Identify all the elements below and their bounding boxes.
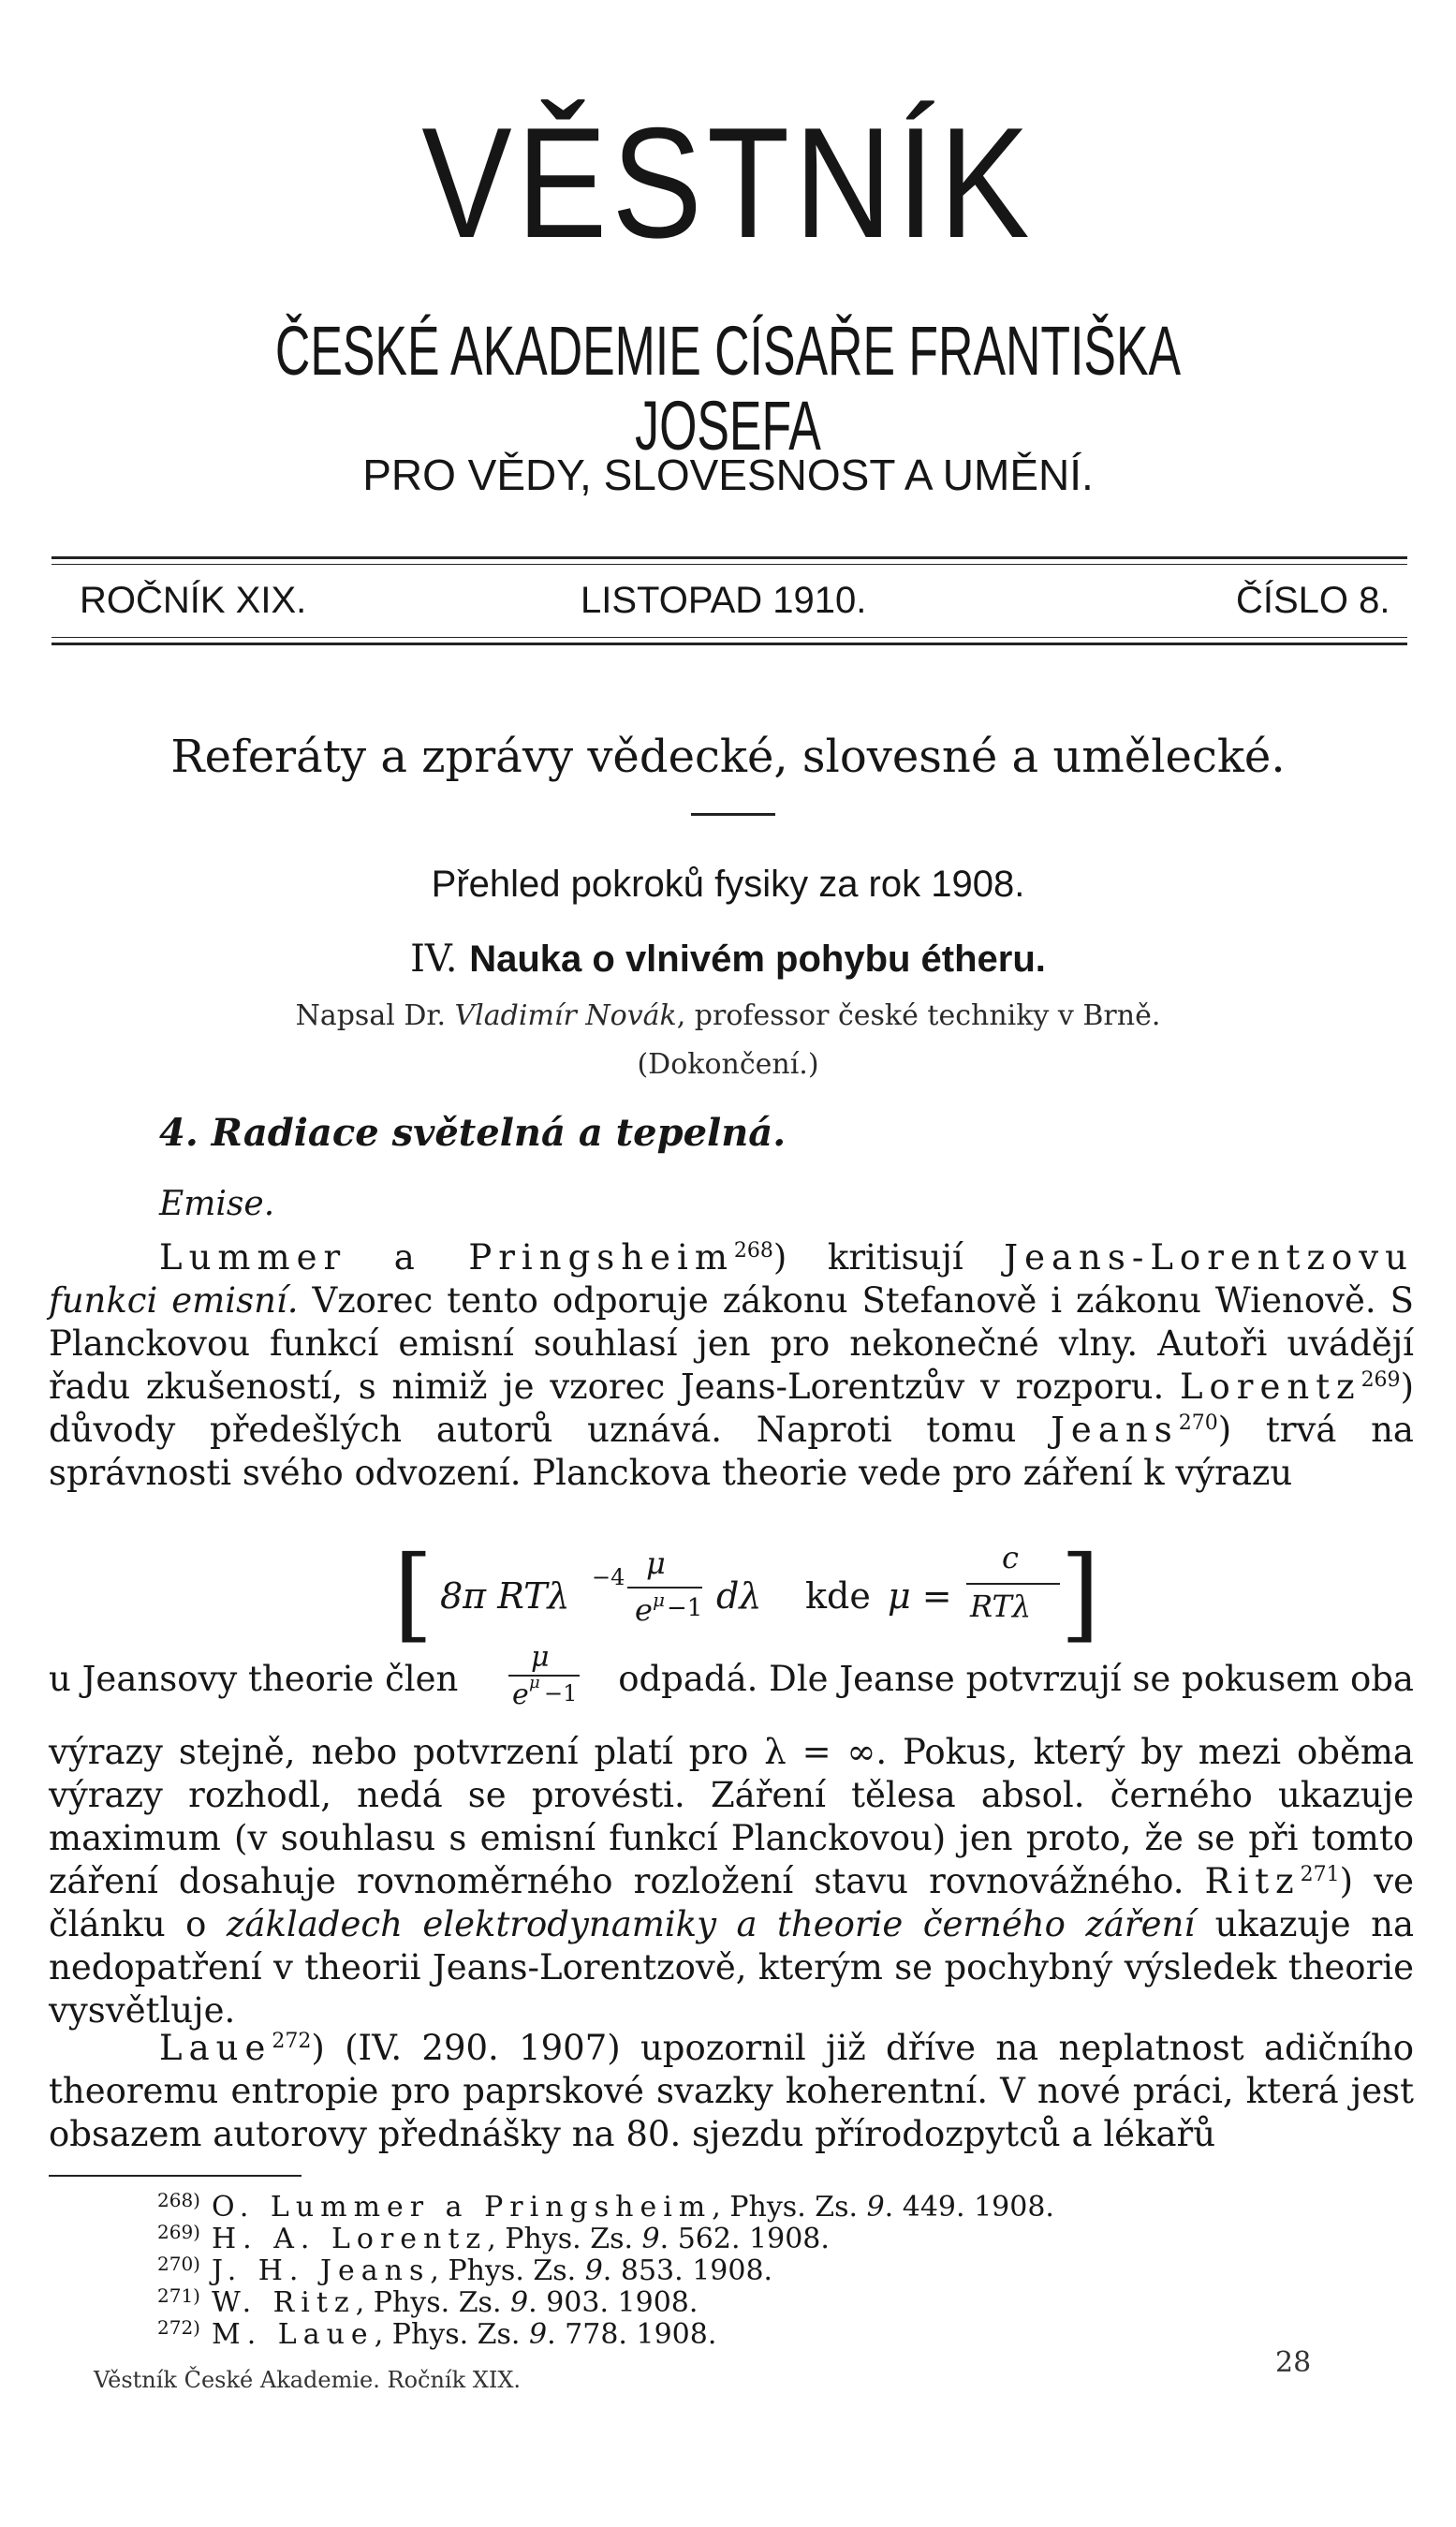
footnote-number: 268) <box>157 2189 200 2211</box>
rule-top <box>51 556 1407 559</box>
footnote-journal: , Phys. Zs. <box>487 2223 642 2255</box>
formula-exp: −4 <box>592 1564 625 1590</box>
text: ) (IV. 290. 1907) upozornil již dříve na neplatnost adičního theoremu entropie pro paprskové svazky koherentní. V nové práci, která jest obsazem autorovy přednášky na 80. sjezdu přírodozpytců a lékařů <box>49 2028 1414 2154</box>
text: ukazuje na nedopatření v theorii Jeans-Lorentzově, kterým se pochybný výsledek theorie vysvětluje. <box>49 1904 1415 2031</box>
footnote-journal: , Phys. Zs. <box>430 2254 585 2287</box>
page-number: 28 <box>1275 2346 1312 2379</box>
emise-heading: Emise. <box>159 1185 275 1223</box>
footnote-ref: 268 <box>733 1239 773 1263</box>
author-name: Lummer a Pringsheim <box>159 1237 734 1278</box>
section-heading: Referáty a zprávy vědecké, slovesné a umělecké. <box>170 731 1286 783</box>
footnote-rest: . 903. 1908. <box>528 2286 699 2319</box>
paragraph-2 <box>49 1731 1414 2032</box>
continuation-note: (Dokončení.) <box>637 1048 819 1081</box>
footnote-number: 270) <box>157 2253 200 2275</box>
fraction-line <box>508 1675 580 1677</box>
date-label: LISTOPAD 1910. <box>581 580 867 621</box>
footnote-journal: , Phys. Zs. <box>712 2191 867 2224</box>
footnote-author: O. Lummer a Pringsheim <box>212 2191 713 2224</box>
inline-frac-den-exp: μ <box>529 1673 540 1692</box>
footnote-journal: , Phys. Zs. <box>355 2286 511 2319</box>
inline-frac-den-tail: −1 <box>544 1680 578 1707</box>
journal-subtitle-2: PRO VĚDY, SLOVESNOST A UMĚNÍ. <box>362 451 1094 499</box>
footnote-ref: 272 <box>272 2030 312 2053</box>
formula-dl: dλ <box>716 1575 762 1617</box>
text: výrazy stejně, nebo potvrzení platí pro λ = ∞. Pokus, který by mezi oběma výrazy rozhodl, nedá se provésti. Záření tělesa absol. černého ukazuje maximum (v souhlasu s emisní funkcí Planckovou) jen proto, že se při tomto záření dosahuje rovnoměrného rozložení stavu rovnovážného. <box>49 1732 1414 1901</box>
inline-frac-num: μ <box>531 1641 550 1674</box>
text: Vzorec tento odporuje zákonu Stefanově i zákonu Wienově. S Planckovou funkcí emisní souhlasí jen pro nekonečné vlny. Autoři uvádějí řadu zkušeností, s nimiž je vzorec Jeans-Lorentzův v rozporu. <box>49 1280 1414 1407</box>
author-name: Laue <box>159 2028 272 2068</box>
paragraph-3 <box>49 2027 1414 2156</box>
fraction-line <box>966 1583 1060 1585</box>
footnote-author: H. A. Lorentz <box>212 2223 488 2255</box>
formula-den-exp: μ <box>653 1589 665 1611</box>
text: odpadá. Dle Jeanse potvrzují se pokusem oba <box>618 1659 1414 1699</box>
byline-suffix: , professor české techniky v Brně. <box>676 999 1161 1032</box>
footnote-volume: 9 <box>641 2223 660 2255</box>
part-number: IV. <box>410 938 458 981</box>
footnote-author: J. H. Jeans <box>212 2254 431 2287</box>
formula-den: e <box>635 1592 653 1628</box>
journal-title: VĚSTNÍK <box>421 95 1035 271</box>
text: u Jeansovy theorie člen <box>49 1659 459 1699</box>
journal-subtitle: ČESKÉ AKADEMIE CÍSAŘE FRANTIŠKA JOSEFA <box>274 312 1182 465</box>
italic-text: funkci emisní. <box>49 1280 299 1321</box>
footnote-volume: 9 <box>510 2286 529 2319</box>
footnote-rest: . 449. 1908. <box>884 2191 1054 2224</box>
footnote-rest: . 562. 1908. <box>659 2223 830 2255</box>
author-name: Lorentz <box>1179 1367 1361 1407</box>
author-name: Jeans <box>1051 1410 1179 1450</box>
formula-kde: kde <box>805 1575 871 1617</box>
part-title: Nauka o vlnivém pohybu étheru. <box>469 938 1046 980</box>
bracket-right: ] <box>1060 1533 1100 1653</box>
formula <box>393 1533 1105 1658</box>
text: ) trvá na správnosti svého odvození. Planckova theorie vede pro záření k výrazu <box>49 1410 1414 1493</box>
bracket-left: [ <box>393 1533 434 1653</box>
text: ) ve článku o <box>49 1861 1414 1944</box>
footnote-ref: 270 <box>1178 1411 1218 1435</box>
rule-top-thin <box>51 564 1407 565</box>
footnote-ref: 269 <box>1360 1368 1401 1392</box>
text: ) kritisují <box>772 1237 1005 1278</box>
fraction-line <box>627 1587 702 1589</box>
footnote <box>157 2312 716 2351</box>
author-name: Ritz <box>1204 1861 1301 1901</box>
footnote-rest: . 778. 1908. <box>547 2318 717 2351</box>
footnote-number: 269) <box>157 2221 200 2243</box>
formula-den-tail: −1 <box>667 1594 703 1622</box>
byline-prefix: Napsal Dr. <box>295 999 455 1032</box>
volume-label: ROČNÍK XIX. <box>80 580 307 621</box>
section-divider <box>691 813 775 816</box>
formula-rtl: RTλ <box>970 1589 1032 1624</box>
italic-text: základech elektrodynamiky a theorie černého záření <box>226 1904 1196 1944</box>
footnote-author: M. Laue <box>212 2318 375 2351</box>
subsection-heading: 4. Radiace světelná a tepelná. <box>159 1111 787 1155</box>
formula-c: c <box>1002 1540 1019 1575</box>
byline-author: Vladimír Novák <box>454 999 677 1032</box>
footnote-rest: . 853. 1908. <box>602 2254 773 2287</box>
formula-num: μ <box>646 1545 666 1581</box>
paragraph-2-line-1-end <box>592 1658 1414 1701</box>
footnote-journal: , Phys. Zs. <box>374 2318 529 2351</box>
footnote-number: 271) <box>157 2284 200 2307</box>
running-footer: Věstník České Akademie. Ročník XIX. <box>94 2367 522 2393</box>
footnote-volume: 9 <box>529 2318 548 2351</box>
inline-frac-den: e <box>512 1678 529 1711</box>
article-title: Přehled pokroků fysiky za rok 1908. <box>431 864 1025 905</box>
issue-label: ČÍSLO 8. <box>1236 580 1390 621</box>
issue-bar <box>51 574 1407 627</box>
byline <box>0 997 1456 1036</box>
footnote-rule <box>49 2175 301 2177</box>
rule-bottom <box>51 643 1407 645</box>
footnote-volume: 9 <box>584 2254 603 2287</box>
footnote-author: W. Ritz <box>212 2286 356 2319</box>
footnote-volume: 9 <box>866 2191 885 2224</box>
footnote-ref: 271 <box>1300 1863 1340 1886</box>
author-name: Jeans-Lorentzovu <box>1004 1237 1414 1278</box>
formula-coef: 8π RTλ <box>440 1575 570 1617</box>
paragraph-1 <box>49 1236 1414 1495</box>
rule-bottom-thin <box>51 637 1407 638</box>
text: ) důvody předešlých autorů uznává. Naproti tomu <box>49 1367 1414 1450</box>
formula-mu-eq: μ = <box>888 1575 952 1617</box>
article-part <box>0 935 1456 983</box>
footnote-number: 272) <box>157 2316 200 2339</box>
